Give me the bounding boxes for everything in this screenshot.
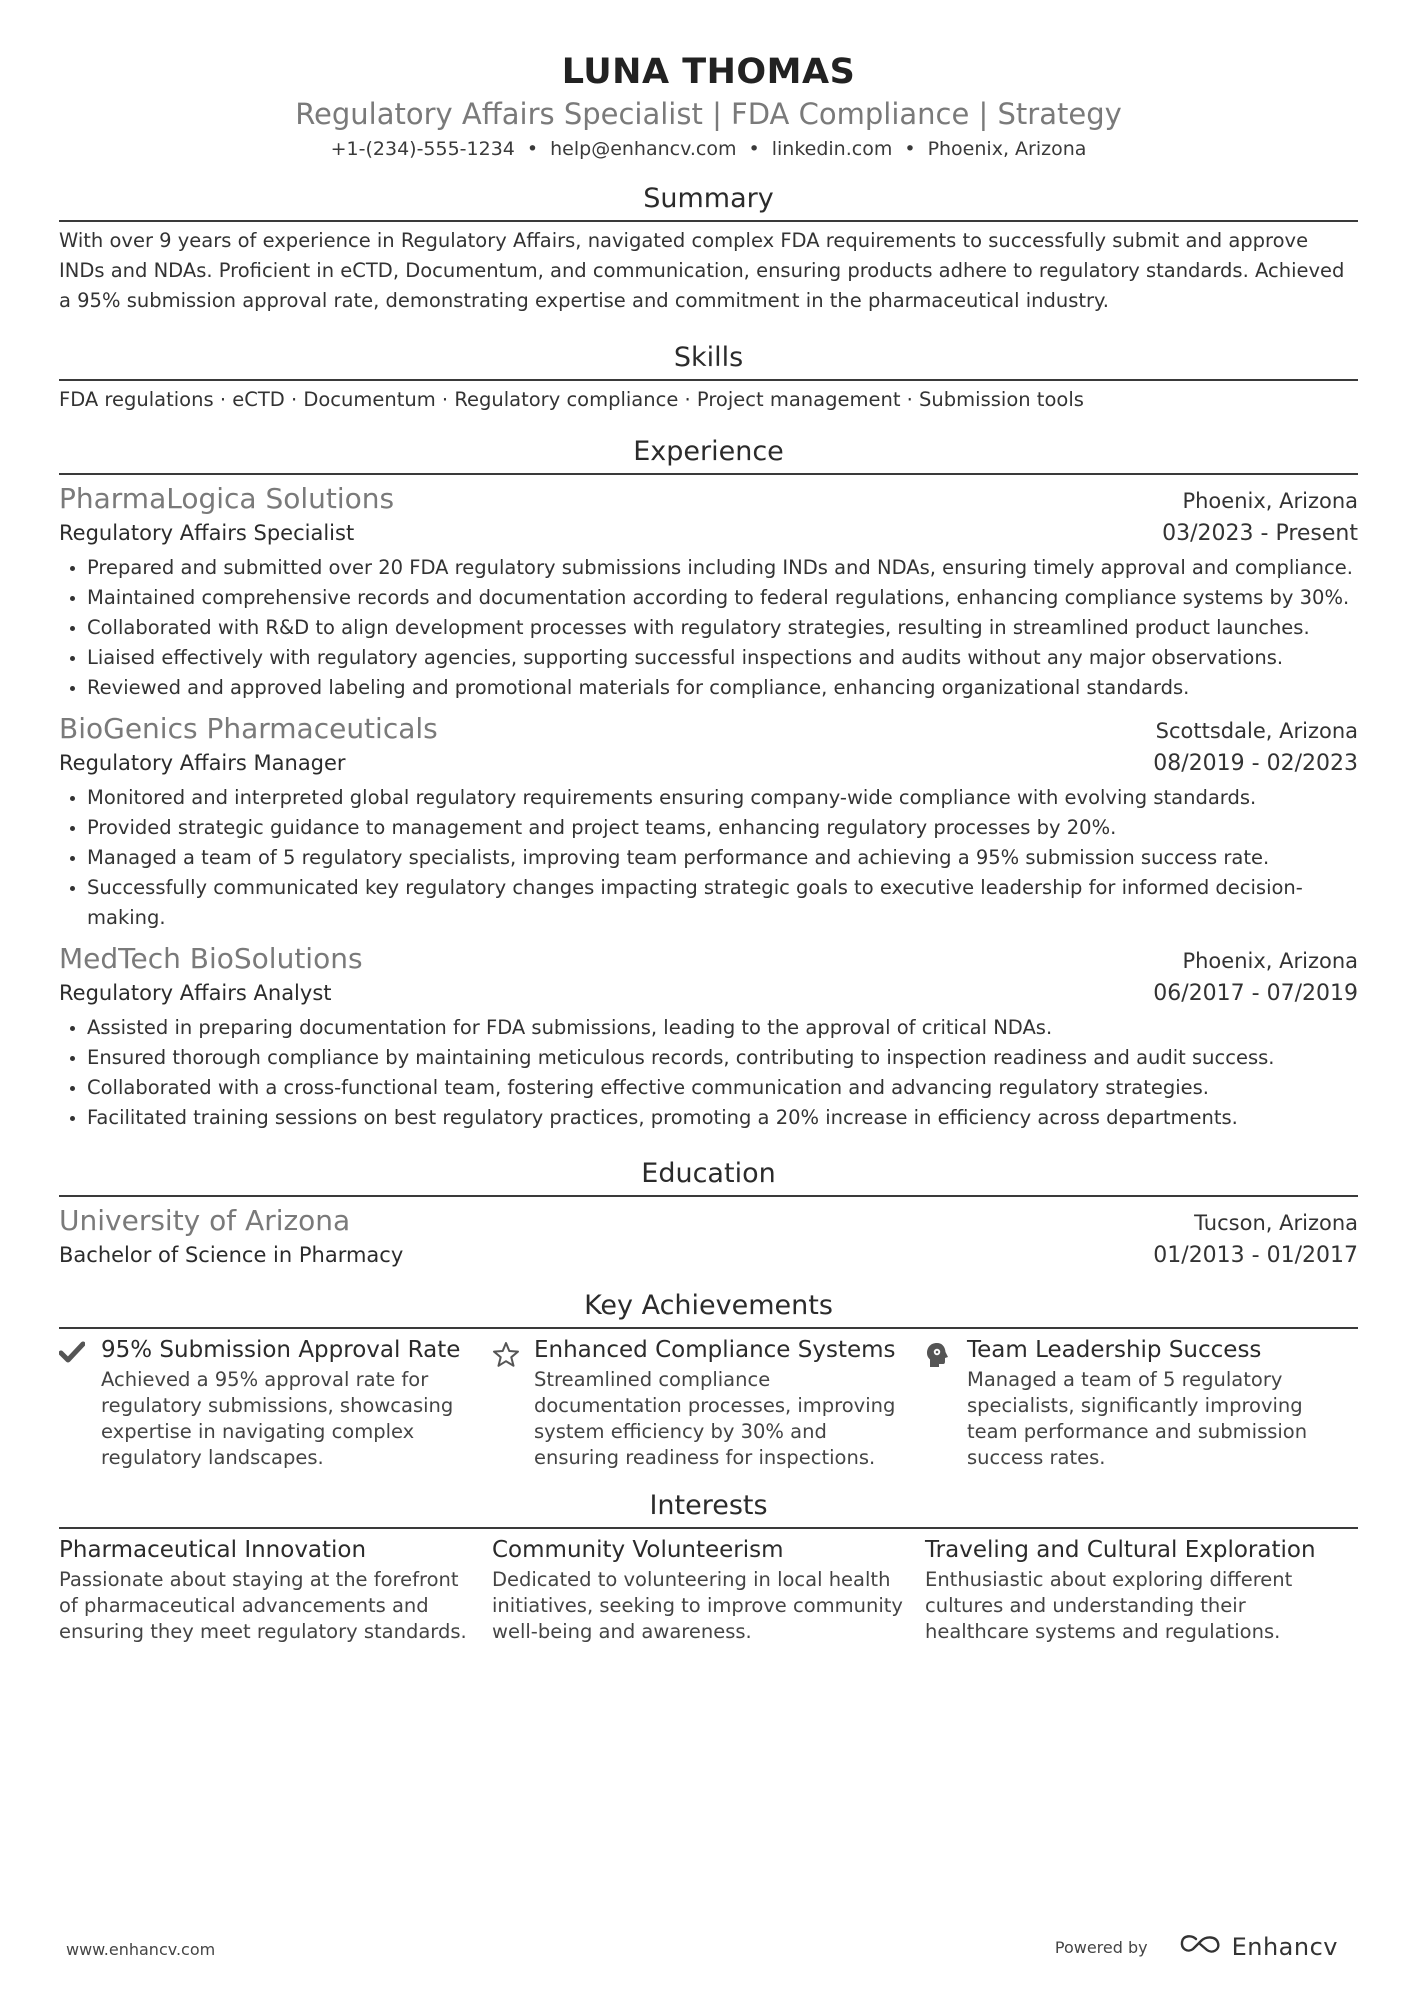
bullet-item: • Ensured thorough compliance by maintaining meticulous records, contributing to inspection readiness and audit success. bbox=[87, 1043, 1358, 1073]
bullet-item: • Prepared and submitted over 20 FDA regulatory submissions including INDs and NDAs, ensuring timely approval and compliance. bbox=[87, 553, 1358, 583]
section-title-experience: Experience bbox=[633, 436, 784, 467]
skills-list: FDA regulations · eCTD · Documentum · Regulatory compliance · Project management · Submission tools bbox=[59, 388, 1084, 411]
interest-description: Passionate about staying at the forefront of pharmaceutical advancements and ensuring they meet regulatory standards. bbox=[59, 1568, 467, 1643]
section-title-education: Education bbox=[641, 1158, 776, 1189]
candidate-name: LUNA THOMAS bbox=[561, 52, 856, 92]
interest-description: Enthusiastic about exploring different cultures and understanding their healthcare systems and regulations. bbox=[925, 1568, 1293, 1643]
education-dates: 01/2013 - 01/2017 bbox=[1153, 1243, 1358, 1268]
bullet-item: • Successfully communicated key regulatory changes impacting strategic goals to executive leadership for informed decision-making. bbox=[87, 873, 1358, 933]
interest-title: Community Volunteerism bbox=[492, 1537, 784, 1563]
section-divider bbox=[59, 1195, 1358, 1197]
company-name: MedTech BioSolutions bbox=[59, 942, 363, 975]
job-title: Regulatory Affairs Analyst bbox=[59, 981, 332, 1005]
contact-line bbox=[59, 136, 1358, 162]
school-location: Tucson, Arizona bbox=[1194, 1211, 1358, 1235]
skills-section bbox=[59, 341, 1358, 415]
summary-section bbox=[59, 182, 1358, 316]
section-divider bbox=[59, 1527, 1358, 1529]
bullet-item: • Managed a team of 5 regulatory specialists, improving team performance and achieving a 95% submission success rate. bbox=[87, 843, 1358, 873]
section-divider bbox=[59, 1327, 1358, 1329]
footer-branding bbox=[1055, 1933, 1338, 1961]
bullet-item: • Provided strategic guidance to management and project teams, enhancing regulatory processes by 20%. bbox=[87, 813, 1358, 843]
job-location: Scottsdale, Arizona bbox=[1155, 719, 1358, 743]
footer-website[interactable]: www.enhancv.com bbox=[66, 1940, 216, 1959]
phone[interactable]: +1-(234)-555-1234 bbox=[330, 138, 515, 160]
bullet-item: • Liaised effectively with regulatory agencies, supporting successful inspections and audits without any major observations. bbox=[87, 643, 1358, 673]
head-gear-icon bbox=[925, 1333, 967, 1471]
experience-entry bbox=[59, 711, 1358, 933]
bullet-item: • Assisted in preparing documentation for FDA submissions, leading to the approval of critical NDAs. bbox=[87, 1013, 1358, 1043]
interest-title: Traveling and Cultural Exploration bbox=[925, 1537, 1316, 1563]
experience-entry bbox=[59, 481, 1358, 703]
company-name: BioGenics Pharmaceuticals bbox=[59, 712, 438, 745]
linkedin[interactable]: linkedin.com bbox=[771, 138, 893, 160]
section-divider bbox=[59, 473, 1358, 475]
job-location: Phoenix, Arizona bbox=[1182, 949, 1358, 973]
location: Phoenix, Arizona bbox=[927, 138, 1087, 160]
achievement-item bbox=[492, 1333, 925, 1471]
education-section bbox=[59, 1157, 1358, 1271]
school-name: University of Arizona bbox=[59, 1204, 351, 1237]
summary-text: With over 9 years of experience in Regulatory Affairs, navigated complex FDA requirements to successfully submit and approve INDs and NDAs. Proficient in eCTD, Documentum, and communication, ensuring products adhere to regulatory standards. Achieved a 95% submission approval rate, demonstrating expertise and commitment in the pharmaceutical industry. bbox=[59, 229, 1345, 312]
bullet-list bbox=[59, 783, 1358, 933]
interest-item bbox=[59, 1533, 492, 1645]
bullet-item: • Reviewed and approved labeling and promotional materials for compliance, enhancing organizational standards. bbox=[87, 673, 1358, 703]
interest-item bbox=[492, 1533, 925, 1645]
job-location: Phoenix, Arizona bbox=[1182, 489, 1358, 513]
section-divider bbox=[59, 379, 1358, 381]
enhancv-logo-icon bbox=[1178, 1933, 1224, 1961]
contact-separator: • bbox=[904, 138, 916, 160]
interest-description: Dedicated to volunteering in local health initiatives, seeking to improve community well-being and awareness. bbox=[492, 1568, 903, 1643]
company-name: PharmaLogica Solutions bbox=[59, 482, 395, 515]
star-icon bbox=[492, 1333, 534, 1471]
bullet-item: • Monitored and interpreted global regulatory requirements ensuring company-wide compliance with evolving standards. bbox=[87, 783, 1358, 813]
achievement-title: Enhanced Compliance Systems bbox=[534, 1337, 896, 1363]
bullet-item: • Collaborated with R&D to align development processes with regulatory strategies, resulting in streamlined product launches. bbox=[87, 613, 1358, 643]
contact-separator: • bbox=[748, 138, 760, 160]
job-title: Regulatory Affairs Manager bbox=[59, 751, 346, 775]
contact-separator: • bbox=[526, 138, 539, 160]
interest-title: Pharmaceutical Innovation bbox=[59, 1537, 367, 1563]
headline: Regulatory Affairs Specialist | FDA Compliance | Strategy bbox=[295, 97, 1122, 131]
enhancv-brand-name: Enhancv bbox=[1231, 1933, 1338, 1961]
job-dates: 06/2017 - 07/2019 bbox=[1153, 981, 1358, 1006]
job-title: Regulatory Affairs Specialist bbox=[59, 521, 355, 545]
bullet-item: • Maintained comprehensive records and documentation according to federal regulations, enhancing compliance systems by 30%. bbox=[87, 583, 1358, 613]
achievement-title: 95% Submission Approval Rate bbox=[101, 1337, 461, 1363]
email[interactable]: help@enhancv.com bbox=[550, 138, 737, 160]
job-dates: 08/2019 - 02/2023 bbox=[1153, 751, 1358, 776]
section-title-summary: Summary bbox=[643, 183, 774, 214]
section-title-achievements: Key Achievements bbox=[584, 1290, 833, 1321]
resume-page bbox=[59, 0, 1358, 1645]
job-dates: 03/2023 - Present bbox=[1162, 521, 1358, 546]
section-divider bbox=[59, 220, 1358, 222]
powered-by-label: Powered by bbox=[1054, 1937, 1148, 1957]
achievement-description: Achieved a 95% approval rate for regulatory submissions, showcasing expertise in navigating complex regulatory landscapes. bbox=[101, 1368, 454, 1469]
checkmark-icon bbox=[59, 1333, 101, 1471]
achievement-description: Managed a team of 5 regulatory specialists, significantly improving team performance and submission success rates. bbox=[967, 1368, 1308, 1469]
section-title-skills: Skills bbox=[673, 342, 744, 373]
degree: Bachelor of Science in Pharmacy bbox=[59, 1243, 404, 1267]
bullet-item: • Facilitated training sessions on best regulatory practices, promoting a 20% increase in efficiency across departments. bbox=[87, 1103, 1358, 1133]
experience-section bbox=[59, 435, 1358, 1133]
achievement-title: Team Leadership Success bbox=[967, 1337, 1262, 1363]
bullet-list bbox=[59, 553, 1358, 703]
achievement-description: Streamlined compliance documentation processes, improving system efficiency by 30% and ensuring readiness for inspections. bbox=[534, 1368, 896, 1469]
experience-entry bbox=[59, 941, 1358, 1133]
bullet-list bbox=[59, 1013, 1358, 1133]
section-title-interests: Interests bbox=[649, 1490, 768, 1521]
bullet-item: • Collaborated with a cross-functional team, fostering effective communication and advancing regulatory strategies. bbox=[87, 1073, 1358, 1103]
achievements-section bbox=[59, 1289, 1358, 1471]
interests-section bbox=[59, 1489, 1358, 1645]
education-entry bbox=[59, 1203, 1358, 1271]
achievement-item bbox=[59, 1333, 492, 1471]
interest-item bbox=[925, 1533, 1358, 1645]
achievement-item bbox=[925, 1333, 1358, 1471]
